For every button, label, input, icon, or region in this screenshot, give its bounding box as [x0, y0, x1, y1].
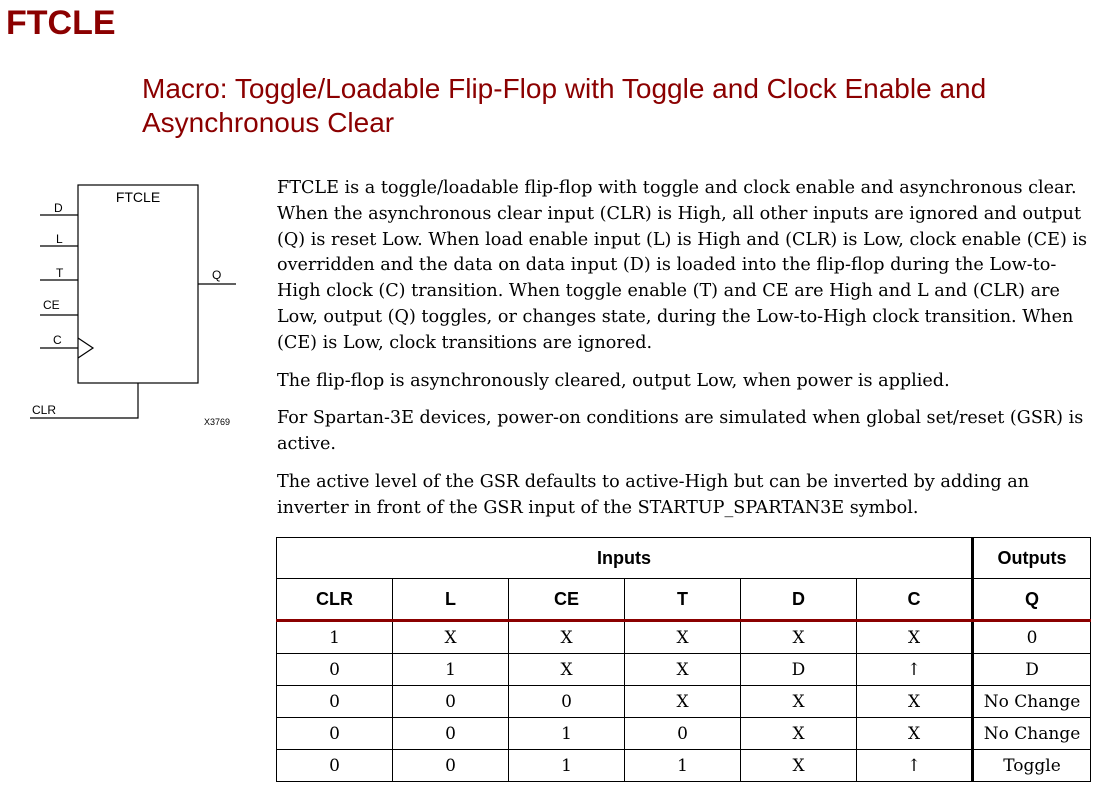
table-cell: 1 — [509, 718, 625, 750]
table-cell: X — [857, 686, 973, 718]
pin-t-label: T — [56, 266, 64, 280]
column-header: Q — [973, 579, 1091, 621]
column-header: L — [393, 579, 509, 621]
group-header-row — [277, 538, 1091, 579]
figure-id: X3769 — [204, 417, 231, 427]
table-cell: 1 — [625, 750, 741, 782]
table-cell: 1 — [393, 654, 509, 686]
paragraph: The active level of the GSR defaults to active-High but can be inverted by adding an inverter in front of the GSR input of the STARTUP_SPARTAN3E symbol. — [277, 471, 1030, 518]
column-header: CLR — [277, 579, 393, 621]
table-cell: X — [857, 621, 973, 654]
description — [277, 176, 1089, 534]
symbol-name-label: FTCLE — [115, 189, 161, 205]
inputs-group-header: Inputs — [277, 538, 973, 579]
outputs-group-header: Outputs — [973, 538, 1091, 579]
table-cell: X — [857, 718, 973, 750]
table-cell: X — [741, 718, 857, 750]
table-cell: 0 — [393, 686, 509, 718]
table-cell: X — [625, 654, 741, 686]
table-cell: ↑ — [857, 654, 973, 686]
table-cell: 0 — [625, 718, 741, 750]
pin-d-label: D — [54, 201, 63, 215]
table-cell: X — [741, 686, 857, 718]
table-row — [277, 654, 1091, 686]
table-cell: 1 — [509, 750, 625, 782]
table-cell: X — [509, 654, 625, 686]
column-header-row — [277, 579, 1091, 621]
pin-clr-label: CLR — [32, 403, 57, 417]
truth-table — [276, 537, 1091, 782]
table-cell: X — [625, 621, 741, 654]
paragraph: FTCLE is a toggle/loadable flip-flop with toggle and clock enable and asynchronous clear. When the asynchronous clear input (CLR) is High, all other inputs are ignored and output (Q) is reset Low. When load enable input (L) is High and (CLR) is Low, clock enable (CE) is overridden and the data on data input (D) is loaded into the flip-flop during the Low-to-High clock (C) transition. When toggle enable (T) and CE are High and L and (CLR) are Low, output (Q) toggles, or changes state, during the Low-to-High clock transition. When (CE) is Low, clock transitions are ignored. — [277, 178, 1088, 353]
table-row — [277, 750, 1091, 782]
table-cell: D — [973, 654, 1091, 686]
table-cell: 0 — [393, 750, 509, 782]
page-title: FTCLE — [6, 4, 116, 42]
table-cell: 1 — [277, 621, 393, 654]
paragraph: The flip-flop is asynchronously cleared, output Low, when power is applied. — [277, 370, 950, 391]
table-cell: X — [393, 621, 509, 654]
pin-c-label: C — [53, 333, 62, 347]
pin-ce-label: CE — [43, 298, 60, 312]
table-row — [277, 718, 1091, 750]
table-cell: 0 — [277, 750, 393, 782]
column-header: D — [741, 579, 857, 621]
table-cell: No Change — [973, 718, 1091, 750]
table-cell: 0 — [973, 621, 1091, 654]
flip-flop-body — [78, 185, 198, 383]
table-cell: Toggle — [973, 750, 1091, 782]
table-cell: 0 — [509, 686, 625, 718]
table-cell: D — [741, 654, 857, 686]
table-cell: X — [741, 621, 857, 654]
column-header: C — [857, 579, 973, 621]
table-cell: X — [741, 750, 857, 782]
macro-subtitle: Macro: Toggle/Loadable Flip-Flop with Toggle and Clock Enable and Asynchronous Clear — [142, 73, 987, 138]
table-cell: 0 — [277, 686, 393, 718]
ftcle-symbol-diagram — [0, 170, 260, 430]
pin-l-label: L — [56, 232, 63, 246]
column-header: CE — [509, 579, 625, 621]
table-cell: 0 — [393, 718, 509, 750]
table-cell: No Change — [973, 686, 1091, 718]
clock-triangle — [78, 338, 93, 358]
paragraph: For Spartan-3E devices, power-on conditions are simulated when global set/reset (GSR) is active. — [277, 408, 1084, 455]
table-cell: 0 — [277, 718, 393, 750]
table-row — [277, 621, 1091, 654]
pin-q-label: Q — [212, 268, 222, 282]
table-cell: 0 — [277, 654, 393, 686]
table-cell: ↑ — [857, 750, 973, 782]
table-cell: X — [625, 686, 741, 718]
table-row — [277, 686, 1091, 718]
column-header: T — [625, 579, 741, 621]
table-cell: X — [509, 621, 625, 654]
